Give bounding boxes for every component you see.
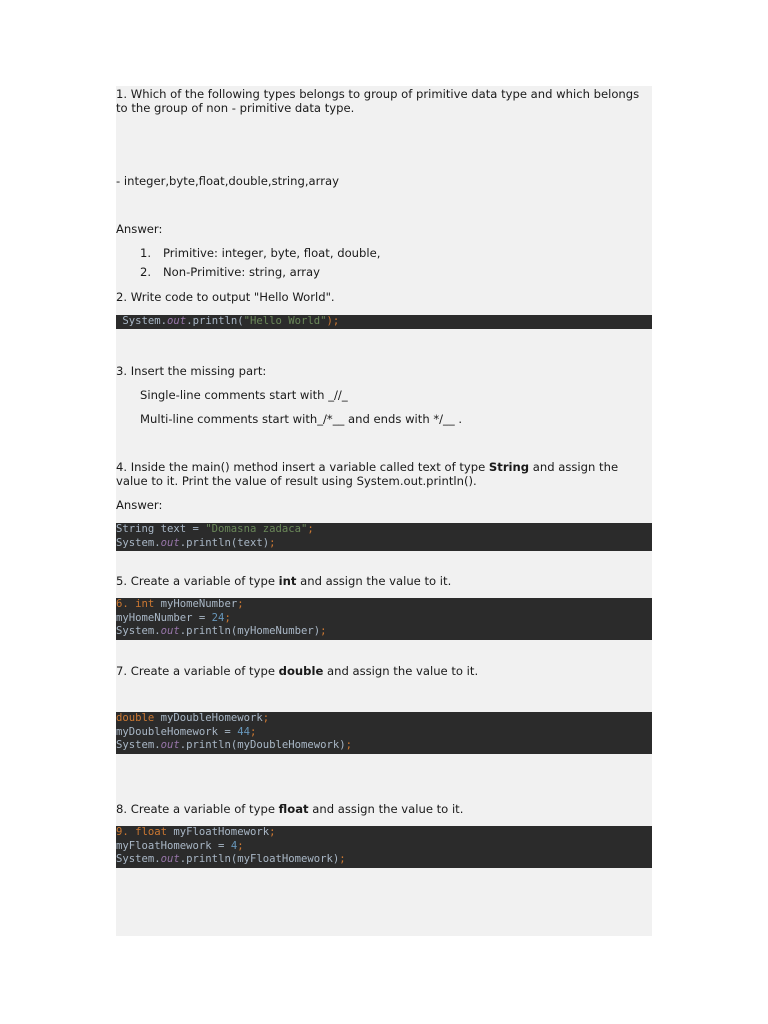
q1-item-text: Primitive: integer, byte, float, double,: [163, 246, 381, 260]
code-token: ;: [307, 523, 314, 535]
q4-text: and assign the: [529, 460, 619, 474]
code-token: ;: [345, 739, 353, 752]
q5-code-block: [116, 598, 652, 640]
code-token: out: [160, 625, 180, 638]
code-token: ;: [237, 839, 244, 852]
q4-line1: [116, 460, 618, 474]
q1-types: - integer,byte,float,double,string,array: [116, 174, 339, 188]
code-line: [116, 840, 652, 854]
code-token: out: [167, 315, 187, 327]
code-token: System.: [116, 536, 161, 549]
q8-text: [116, 802, 463, 816]
code-token: double: [116, 712, 155, 724]
code-token: myHomeNumber =: [116, 611, 212, 624]
q5-text-part: 5. Create a variable of type: [116, 574, 279, 588]
code-token: 44: [237, 725, 250, 738]
code-token: System.: [116, 853, 161, 866]
q1-item-number: 2.: [140, 265, 152, 279]
code-line: [116, 612, 652, 626]
q8-text-part: 8. Create a variable of type: [116, 802, 279, 816]
code-token: out: [160, 536, 180, 549]
code-token: ;: [224, 611, 231, 624]
q5-text: [116, 574, 451, 588]
code-token: myHomeNumber: [154, 598, 238, 610]
code-token: String text =: [116, 523, 206, 535]
code-token: ;: [339, 853, 346, 866]
code-token: "Hello World": [243, 315, 327, 327]
q4-type-bold: String: [488, 460, 530, 474]
q2-code-block: [116, 315, 652, 329]
q7-text: [116, 664, 478, 678]
code-token: out: [160, 739, 180, 752]
code-line: [116, 315, 652, 329]
code-token: float: [135, 826, 168, 838]
code-line: [116, 523, 652, 537]
q1-line2: to the group of non - primitive data type.: [116, 101, 355, 115]
q3-text: 3. Insert the missing part:: [116, 364, 267, 378]
q1-item-text: Non-Primitive: string, array: [163, 265, 320, 279]
code-line: [116, 537, 652, 551]
code-token: myFloatHomework =: [116, 839, 231, 852]
q7-text-part: and assign the value to it.: [323, 664, 479, 678]
q1-line1: 1. Which of the following types belongs to group of primitive data type and which belongs: [116, 87, 640, 101]
code-line: [116, 712, 652, 726]
code-token: 9.: [116, 826, 136, 838]
code-token: ;: [237, 598, 244, 610]
code-token: out: [160, 853, 180, 866]
code-token: 6.: [116, 598, 136, 610]
code-token: myDoubleHomework: [154, 712, 263, 724]
code-line: [116, 826, 652, 840]
q7-type-bold: double: [278, 664, 324, 678]
code-token: 24: [211, 611, 225, 624]
code-token: "Domasna zadaca": [205, 523, 308, 535]
q7-text-part: 7. Create a variable of type: [116, 664, 279, 678]
code-token: int: [135, 598, 155, 610]
code-token: );: [326, 315, 340, 327]
code-token: System.: [116, 625, 161, 638]
q5-type-bold: int: [278, 574, 297, 588]
code-token: System.: [116, 739, 161, 752]
q4-code-block: [116, 523, 652, 551]
q7-code-block: [116, 712, 652, 754]
code-token: ;: [249, 725, 257, 738]
code-token: ;: [262, 712, 270, 724]
q2-text: 2. Write code to output "Hello World".: [116, 290, 335, 304]
code-token: .println(myFloatHomework): [179, 853, 340, 866]
code-line: [116, 853, 652, 867]
q4-text: 4. Inside the main() method insert a variable called text of type: [116, 460, 489, 474]
q5-text-part: and assign the value to it.: [296, 574, 452, 588]
code-line: [116, 598, 652, 612]
code-token: System.: [122, 315, 168, 327]
q1-item-number: 1.: [140, 246, 152, 260]
q4-line2: value to it. Print the value of result using System.out.println().: [116, 474, 477, 488]
code-line: [116, 625, 652, 639]
code-token: .println(text): [179, 536, 270, 549]
code-line: [116, 726, 652, 740]
code-token: ;: [269, 826, 276, 838]
code-token: myFloatHomework: [167, 826, 270, 838]
q8-code-block: [116, 826, 652, 868]
code-token: ;: [320, 625, 327, 638]
q1-answer-label: Answer:: [116, 222, 163, 236]
q3-multi-line: Multi-line comments start with_/*__ and ends with */__ .: [140, 412, 463, 426]
code-line: [116, 739, 652, 753]
q3-single-line: Single-line comments start with _//_: [140, 388, 348, 402]
code-token: .println(: [186, 315, 244, 327]
code-token: ;: [269, 536, 276, 549]
q8-type-bold: float: [278, 802, 309, 816]
code-token: myDoubleHomework =: [116, 725, 238, 738]
q8-text-part: and assign the value to it.: [308, 802, 464, 816]
code-token: .println(myHomeNumber): [179, 625, 321, 638]
q4-answer-label: Answer:: [116, 498, 163, 512]
code-token: 4: [230, 839, 238, 852]
code-token: .println(myDoubleHomework): [179, 739, 346, 752]
